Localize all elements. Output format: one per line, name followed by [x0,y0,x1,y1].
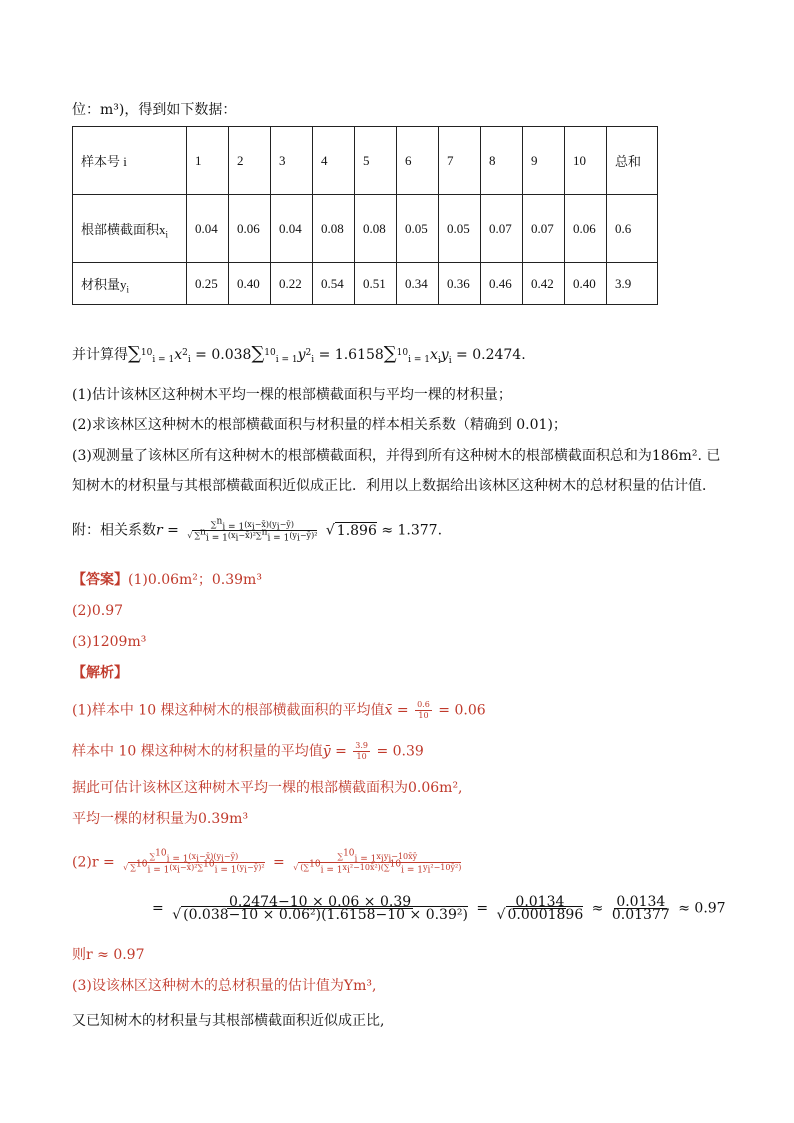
mean-y-value: = 0.39 [376,743,424,760]
sum-1-value: = 0.038 [195,347,252,363]
analysis-step-2-text: 样本中 10 棵这种树木的材积量的平均值 [72,743,323,760]
analysis-step-3: 据此可估计该林区这种树木平均一棵的根部横截面积为0.06m², [72,780,463,796]
table-cell: 0.04 [187,195,229,263]
analysis-label: 【解析】 [72,665,128,681]
table-cell: 6 [397,127,439,195]
table-cell: 0.36 [439,263,481,305]
answer-label: 【答案】 [72,572,128,588]
row-label-sub: i [126,284,130,295]
analysis-step-8: (3)设该林区这种树木的总材积量的估计值为Ym³, [72,978,377,994]
table-row-label [73,195,187,263]
table-cell: 8 [481,127,523,195]
analysis-step-9: 又已知树木的材积量与其根部横截面积近似成正比, [72,1013,385,1029]
mean-x-value: = 0.06 [438,702,486,719]
table-cell: 0.07 [523,195,565,263]
data-table [72,126,658,305]
table-cell: 0.06 [229,195,271,263]
table-row-label [73,263,187,305]
table-cell: 0.25 [187,263,229,305]
row-label-text: 材积量y [81,277,127,292]
sigma-1: ∑ [128,343,141,364]
sigma-1-limits: $^{10}_{i = 1}$ [140,348,175,365]
row-label-text: 样本号 i [81,154,127,169]
question-3-line-1: (3)观测量了该林区所有这种树木的根部横截面积，并得到所有这种树木的根部横截面积总和为186m². 已 [72,448,721,464]
table-cell: 0.40 [229,263,271,305]
table-cell: 0.22 [271,263,313,305]
table-row [73,195,658,263]
appendix-formula: 附：相关系数r = $\frac{\sum^n_{i = 1}(x_i-x̄)(y_i-ȳ)}{√ \sum^n_{i = 1}(x_i-x̄)^2\sum^n_{i = 1}(y_i-ȳ)^2}$ √ 1.896 ≈ 1.377. [72,516,443,544]
analysis-step-7: 则r ≈ 0.97 [72,947,145,963]
sqrt-value: 1.896 [336,522,377,539]
answer-1 [72,570,262,590]
table-cell: 0.07 [481,195,523,263]
r-result: ≈ 0.97 [678,900,726,917]
table-cell: 0.05 [439,195,481,263]
table-cell: 2 [229,127,271,195]
row-label-sub: i [165,229,169,240]
correlation-formula: $\frac{\sum^n_{i = 1}(x_i-x̄)(y_i-ȳ)}{√ \sum^n_{i = 1}(x_i-x̄)^2\sum^n_{i = 1}(y_i-ȳ)^2}$ [187,516,318,544]
table-cell: 0.42 [523,263,565,305]
approx-value: ≈ 1.377. [381,522,443,539]
table-cell: 0.08 [355,195,397,263]
sigma-3: ∑ [383,343,397,364]
analysis-step-4: 平均一棵的材积量为0.39m³ [72,811,249,827]
analysis-r-formula: (2)r = $\frac{\sum^{10}_{i = 1}(x_i-x̄)(y_i-ȳ)}{√ \sum^{10}_{i = 1}(x_i-x̄)^2\sum^{10}_{i = 1}(y_i-ȳ)^2}$ = $\frac{\sum^{10}_{i = 1}x_iy_i-10x̄ȳ}{√ (\sum^{10}_{i = 1}x_i^2-10x̄^2)(\sum^{10}_{i = 1}y_i^2-10ȳ^2)}$ [72,848,462,876]
table-row [73,127,658,195]
answer-3: (3)1209m³ [72,634,147,650]
table-cell: 0.06 [565,195,607,263]
r-computation-fraction: $\frac{0.2474-10 \times 0.06 \times 0.39}{\text{√ (0.038−10 × 0.06²)(1.6158−10 × 0.39²)}}$ [172,894,468,923]
table-cell: 0.6 [607,195,658,263]
sums-line: 并计算得$\sum^{10}_{i = 1}x^2_i = 0.038\sum^{10}_{i = 1}y^2_i = 1.6158\sum^{10}_{i = 1}x_iy_i = 0.2474$. [72,343,526,366]
question-1: (1)估计该林区这种树木平均一棵的根部横截面积与平均一棵的材积量； [72,387,512,403]
sigma-2: ∑ [251,343,265,364]
analysis-step-1-text: (1)样本中 10 棵这种树木的根部横截面积的平均值 [72,702,385,719]
appendix-prefix: 附：相关系数 [72,522,156,539]
answer-2: (2)0.97 [72,603,124,619]
table-cell: 0.51 [355,263,397,305]
analysis-step-1: (1)样本中 10 棵这种树木的根部横截面积的平均值x̄ = $\frac{0.6}{10}$ = 0.06 [72,700,486,720]
mean-y-fraction: $\frac{3.9}{10}$ [355,741,369,761]
r-formula-fraction-2: $\frac{\sum^{10}_{i = 1}x_iy_i-10x̄ȳ}{√ (\sum^{10}_{i = 1}x_i^2-10x̄^2)(\sum^{10}_{i = 1}y_i^2-10ȳ^2)}$ [293,848,462,876]
table-cell: 10 [565,127,607,195]
table-cell: 3 [271,127,313,195]
table-cell: 0.40 [565,263,607,305]
row-label-text: 根部横截面积x [81,222,166,237]
analysis-r-computation: = $\frac{0.2474-10 \times 0.06 \times 0.39}{\text{√ (0.038−10 × 0.06²)(1.6158−10 × 0.39²)}}$ = $\frac{0.0134}{√ 0.0001896}$ ≈ $\frac{0.0134}{0.01377}$ ≈ 0.97 [152,894,726,923]
intro-line: 位：m³)，得到如下数据： [72,102,237,118]
table-cell: 1 [187,127,229,195]
table-row [73,263,658,305]
table-cell: 0.04 [271,195,313,263]
table-cell: 3.9 [607,263,658,305]
r-formula-fraction-1: $\frac{\sum^{10}_{i = 1}(x_i-x̄)(y_i-ȳ)}{√ \sum^{10}_{i = 1}(x_i-x̄)^2\sum^{10}_{i = 1}(y_i-ȳ)^2}$ [123,848,265,876]
table-cell: 0.08 [313,195,355,263]
question-3-line-2: 知树木的材积量与其根部横截面积近似成正比．利用以上数据给出该林区这种树木的总材积量的估计值． [72,478,716,494]
r-mid-fraction: $\frac{0.0134}{√ 0.0001896}$ [496,894,584,923]
sum-2-value: = 1.6158 [318,347,384,363]
question-2: (2)求该林区这种树木的根部横截面积与材积量的样本相关系数（精确到 0.01)； [72,417,567,433]
analysis-step-2: 样本中 10 棵这种树木的材积量的平均值ȳ = $\frac{3.9}{10}$ = 0.39 [72,741,424,761]
table-cell: 0.46 [481,263,523,305]
table-cell: 4 [313,127,355,195]
table-cell: 总和 [607,127,658,195]
table-cell: 5 [355,127,397,195]
table-cell: 0.54 [313,263,355,305]
r-right-fraction: $\frac{0.0134}{0.01377}$ [611,894,670,923]
calc-prefix: 并计算得 [72,347,128,363]
table-cell: 0.05 [397,195,439,263]
sum-3-value: = 0.2474. [456,347,526,363]
table-cell: 7 [439,127,481,195]
table-cell: 9 [523,127,565,195]
table-cell: 0.34 [397,263,439,305]
table-row-label [73,127,187,195]
r-prefix: (2)r = [72,854,115,871]
mean-x-fraction: $\frac{0.6}{10}$ [417,700,430,720]
answer-1-text: (1)0.06m²；0.39m³ [128,572,262,588]
